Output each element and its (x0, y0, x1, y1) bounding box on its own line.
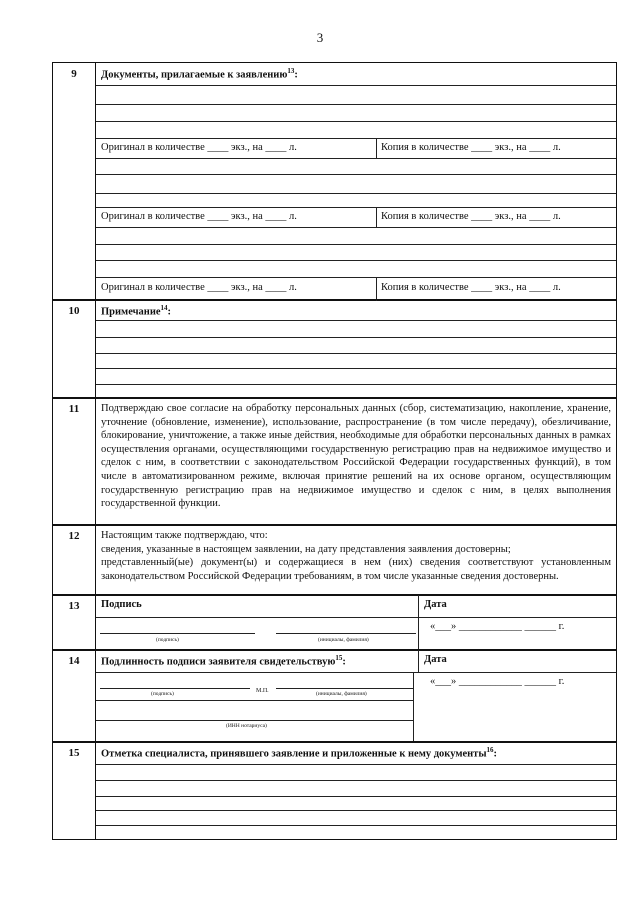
page-number: 3 (316, 30, 324, 45)
date-field[interactable]: «___» ____________ ______ г. (430, 621, 565, 632)
footnote-ref: 14 (160, 304, 168, 312)
footnote-ref: 15 (335, 654, 343, 662)
footnote-ref: 13 (287, 67, 295, 75)
confirmation-text (101, 529, 611, 583)
confirmation-line: представленный(ые) документ(ы) и содержащиеся в нем (них) сведения соответствуют установленным законодательством Российской Федерации требованиям, в том числе указанные сведения достоверны. (101, 557, 611, 582)
copy-count-2[interactable]: Копия в количестве ____ экз., на ____ л. (381, 211, 561, 222)
section-number: 12 (53, 525, 96, 595)
copy-count-1[interactable]: Копия в количестве ____ экз., на ____ л. (381, 142, 561, 153)
section-15 (52, 741, 617, 840)
confirmation-line: Настоящим также подтверждаю, что: (101, 530, 268, 541)
section-number: 9 (53, 63, 96, 300)
section-9 (52, 62, 617, 301)
copy-count-3[interactable]: Копия в количестве ____ экз., на ____ л. (381, 282, 561, 293)
footnote-ref: 16 (486, 746, 494, 754)
name-caption: (инициалы, фамилия) (318, 637, 369, 643)
notary-signature-field[interactable] (100, 688, 250, 689)
section-9-title: Документы, прилагаемые к заявлению$^{13}$: (101, 67, 298, 81)
signature-title: Подпись (101, 599, 142, 610)
section-11 (52, 397, 617, 526)
specialist-title: Отметка специалиста, принявшего заявление и приложенные к нему документы$^{16}$: (101, 746, 498, 760)
title-text: Отметка специалиста, принявшего заявление и приложенные к нему документы (101, 748, 487, 760)
section-number: 10 (53, 300, 96, 398)
inn-caption: (ИНН нотариуса) (226, 723, 267, 729)
original-count-2[interactable]: Оригинал в количестве ____ экз., на ____ л. (101, 211, 297, 222)
signature-caption: (подпись) (151, 691, 174, 697)
consent-text: Подтверждаю свое согласие на обработку персональных данных (сбор, систематизацию, накопление, хранение, уточнение (обновление, изменение), использование, распространение (в том числе передачу), обезличивание, блокирование, уничтожение, а также иные действия, необходимые для обработки персональных данных в рамках осуществления органами, осуществляющими государственную регистрацию прав на недвижимое имущество и сделок с ним, в соответствии с законодательством Российской Федерации государственных функций), в том числе в автоматизированном режиме, включая принятие решений на их основе органом, осуществляющим государственную регистрацию прав на недвижимое имущество и сделок с ним, в целях выполнения государственной функции. (101, 403, 611, 510)
notary-title: Подлинность подписи заявителя свидетельствую$^{15}$: (101, 654, 346, 668)
title-text: Подлинность подписи заявителя свидетельствую (101, 656, 336, 668)
original-count-1[interactable]: Оригинал в количестве ____ экз., на ____ л. (101, 142, 297, 153)
date-title: Дата (424, 599, 447, 610)
section-13 (52, 594, 617, 651)
date-field[interactable]: «___» ____________ ______ г. (430, 676, 565, 687)
signature-caption: (подпись) (156, 637, 179, 643)
original-count-3[interactable]: Оригинал в количестве ____ экз., на ____ л. (101, 282, 297, 293)
signature-field[interactable] (100, 633, 255, 634)
section-number: 11 (53, 398, 96, 525)
notary-inn-field[interactable] (96, 720, 413, 721)
title-text: Документы, прилагаемые к заявлению (101, 69, 288, 81)
name-caption: (инициалы, фамилия) (316, 691, 367, 697)
stamp-place: М.П. (256, 688, 269, 694)
section-number: 14 (53, 650, 96, 742)
date-title: Дата (424, 654, 447, 665)
notary-name-field[interactable] (276, 688, 413, 689)
section-10-title: Примечание$^{14}$: (101, 304, 172, 318)
title-text: Примечание (101, 306, 161, 318)
section-12 (52, 524, 617, 596)
section-14 (52, 649, 617, 743)
section-10 (52, 299, 617, 399)
confirmation-line: сведения, указанные в настоящем заявлении, на дату представления заявления достоверны; (101, 543, 511, 555)
name-field[interactable] (276, 633, 416, 634)
section-number: 13 (53, 595, 96, 650)
section-number: 15 (53, 742, 96, 839)
